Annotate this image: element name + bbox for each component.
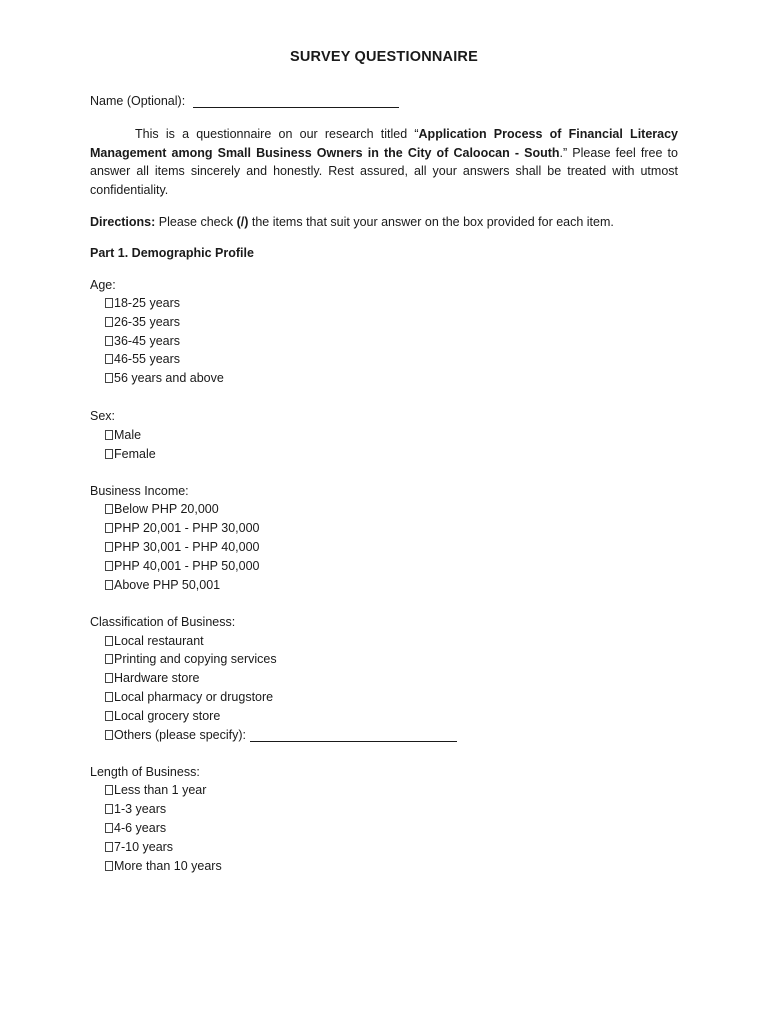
option-label: PHP 20,001 - PHP 30,000 <box>114 521 260 535</box>
checkbox[interactable] <box>105 298 113 308</box>
checkbox[interactable] <box>105 561 113 571</box>
directions <box>90 213 614 231</box>
checkbox[interactable] <box>105 785 113 795</box>
option-label: Local grocery store <box>114 709 221 723</box>
name-field-row <box>90 92 399 110</box>
checkbox[interactable] <box>105 842 113 852</box>
option-label: More than 10 years <box>114 859 222 873</box>
age-option[interactable] <box>105 294 180 312</box>
option-label: 56 years and above <box>114 371 224 385</box>
age-option[interactable] <box>105 369 224 387</box>
option-label: 18-25 years <box>114 296 181 310</box>
option-label: 46-55 years <box>114 352 181 366</box>
option-label: Local pharmacy or drugstore <box>114 690 274 704</box>
checkbox[interactable] <box>105 354 113 364</box>
option-label: Female <box>114 447 156 461</box>
check-mark-symbol: (/) <box>236 215 249 229</box>
checkbox[interactable] <box>105 823 113 833</box>
checkbox[interactable] <box>105 504 113 514</box>
directions-label: Directions: <box>90 215 156 229</box>
checkbox[interactable] <box>105 692 113 702</box>
classification-option[interactable] <box>105 650 277 668</box>
page-title: SURVEY QUESTIONNAIRE <box>290 49 478 65</box>
intro-paragraph <box>90 125 678 200</box>
age-label: Age: <box>90 278 116 292</box>
directions-text-a: Please check <box>155 215 237 229</box>
option-label: 7-10 years <box>114 840 174 854</box>
checkbox[interactable] <box>105 730 113 740</box>
research-title: Application Process of Financial Literacy Management among Small Business Owners in the City of Caloocan - South <box>90 127 679 160</box>
classification-label: Classification of Business: <box>90 615 236 629</box>
option-label: Below PHP 20,000 <box>114 502 219 516</box>
classification-option[interactable] <box>105 632 204 650</box>
checkbox[interactable] <box>105 861 113 871</box>
intro-text-end: .” Please feel free to answer all items sincerely and honestly. Rest assured, all your answers shall be treated with utmost confidentiality. <box>90 145 678 198</box>
length-option[interactable] <box>105 800 166 818</box>
income-option[interactable] <box>105 557 259 575</box>
sex-option[interactable] <box>105 426 141 444</box>
option-label: 1-3 years <box>114 802 167 816</box>
option-label: Local restaurant <box>114 634 204 648</box>
checkbox[interactable] <box>105 523 113 533</box>
option-label: Printing and copying services <box>114 652 277 666</box>
classification-option[interactable] <box>105 688 273 706</box>
length-option[interactable] <box>105 781 206 799</box>
income-option[interactable] <box>105 519 259 537</box>
option-label: 4-6 years <box>114 821 167 835</box>
checkbox[interactable] <box>105 673 113 683</box>
checkbox[interactable] <box>105 542 113 552</box>
checkbox[interactable] <box>105 580 113 590</box>
checkbox[interactable] <box>105 711 113 721</box>
others-specify-blank-line[interactable] <box>250 728 457 742</box>
checkbox[interactable] <box>105 636 113 646</box>
option-label: 36-45 years <box>114 334 181 348</box>
classification-option-others[interactable] <box>105 726 457 744</box>
length-option[interactable] <box>105 857 222 875</box>
name-blank-line[interactable] <box>193 94 399 108</box>
length-option[interactable] <box>105 838 173 856</box>
option-label: Others (please specify): <box>114 728 246 742</box>
intro-text-start: This is a questionnaire on our research titled “ <box>135 127 419 141</box>
age-option[interactable] <box>105 350 180 368</box>
checkbox[interactable] <box>105 430 113 440</box>
option-label: Hardware store <box>114 671 200 685</box>
checkbox[interactable] <box>105 449 113 459</box>
age-option[interactable] <box>105 313 180 331</box>
option-label: Male <box>114 428 142 442</box>
checkbox[interactable] <box>105 654 113 664</box>
sex-label: Sex: <box>90 409 116 423</box>
length-option[interactable] <box>105 819 166 837</box>
income-option[interactable] <box>105 500 219 518</box>
checkbox[interactable] <box>105 373 113 383</box>
name-label: Name (Optional): <box>90 94 186 108</box>
checkbox[interactable] <box>105 804 113 814</box>
option-label: Above PHP 50,001 <box>114 578 221 592</box>
option-label: PHP 30,001 - PHP 40,000 <box>114 540 260 554</box>
income-option[interactable] <box>105 576 220 594</box>
option-label: 26-35 years <box>114 315 181 329</box>
classification-option[interactable] <box>105 707 220 725</box>
checkbox[interactable] <box>105 317 113 327</box>
income-label: Business Income: <box>90 484 189 498</box>
part1-heading: Part 1. Demographic Profile <box>90 246 254 260</box>
income-option[interactable] <box>105 538 259 556</box>
sex-option[interactable] <box>105 445 156 463</box>
option-label: PHP 40,001 - PHP 50,000 <box>114 559 260 573</box>
option-label: Less than 1 year <box>114 783 207 797</box>
checkbox[interactable] <box>105 336 113 346</box>
length-label: Length of Business: <box>90 765 200 779</box>
directions-text-b: the items that suit your answer on the box provided for each item. <box>248 215 614 229</box>
classification-option[interactable] <box>105 669 199 687</box>
age-option[interactable] <box>105 332 180 350</box>
